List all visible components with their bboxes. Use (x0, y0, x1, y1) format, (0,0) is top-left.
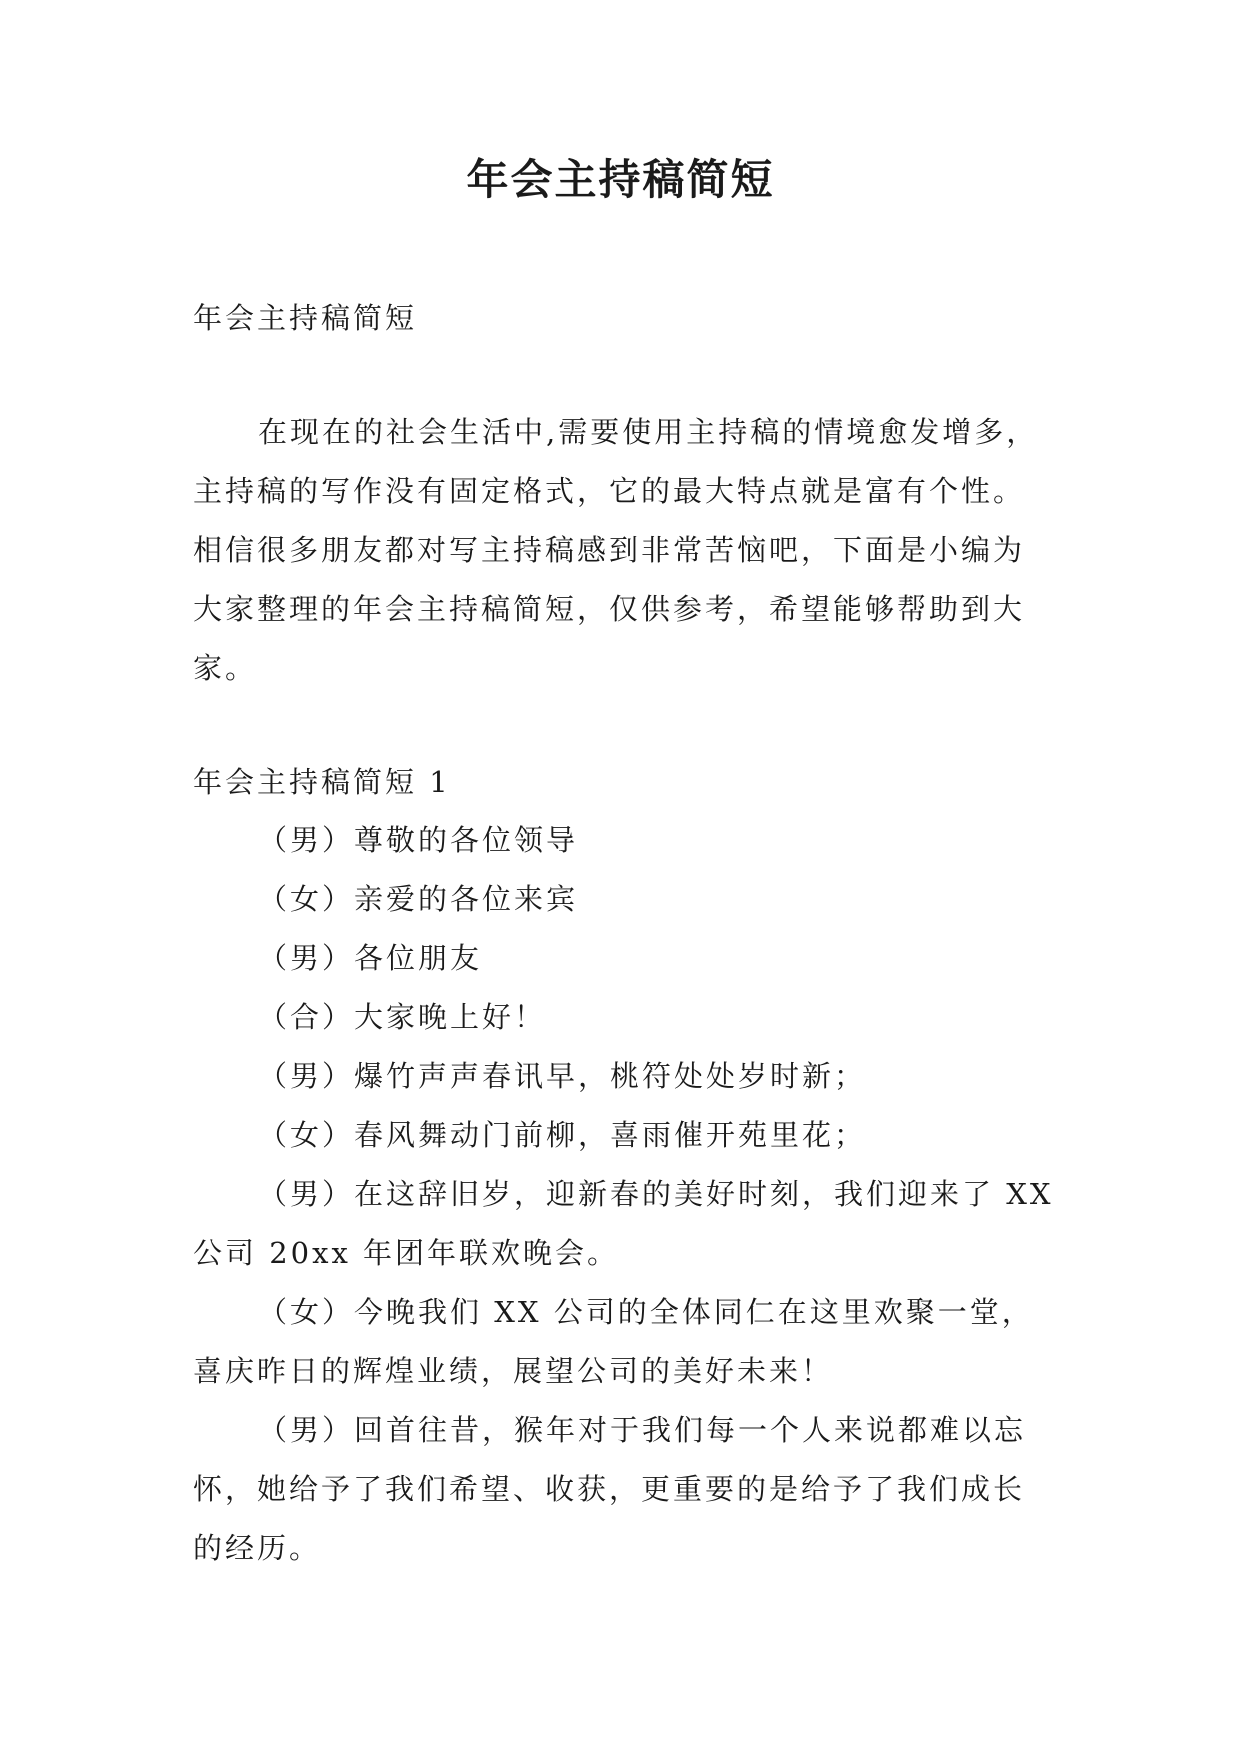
script-line: （合）大家晚上好！ (258, 1000, 547, 1034)
script-line: 公司 20xx 年团年联欢晚会。 (193, 1236, 620, 1270)
intro-line: 相信很多朋友都对写主持稿感到非常苦恼吧，下面是小编为 (193, 533, 1026, 567)
script-line: （男）尊敬的各位领导 (258, 823, 579, 857)
script-line: （女）今晚我们 XX 公司的全体同仁在这里欢聚一堂， (258, 1295, 1034, 1329)
script-line: （男）爆竹声声春讯早，桃符处处岁时新； (258, 1059, 867, 1093)
script-line: （女）春风舞动门前柳，喜雨催开苑里花； (258, 1118, 867, 1152)
intro-line: 在现在的社会生活中,需要使用主持稿的情境愈发增多， (258, 415, 1039, 449)
intro-line: 家。 (193, 651, 258, 685)
document-subtitle: 年会主持稿简短 (193, 301, 418, 335)
script-line: （女）亲爱的各位来宾 (258, 882, 579, 916)
section-heading: 年会主持稿简短 1 (193, 765, 451, 799)
script-line: 的经历。 (193, 1531, 322, 1565)
document-title: 年会主持稿简短 (466, 155, 775, 204)
script-line: 喜庆昨日的辉煌业绩，展望公司的美好未来！ (193, 1354, 834, 1388)
script-line: （男）各位朋友 (258, 941, 483, 975)
script-line: 怀，她给予了我们希望、收获，更重要的是给予了我们成长 (193, 1472, 1026, 1506)
script-line: （男）回首往昔，猴年对于我们每一个人来说都难以忘 (258, 1413, 1027, 1447)
intro-line: 大家整理的年会主持稿简短，仅供参考，希望能够帮助到大 (193, 592, 1026, 626)
intro-line: 主持稿的写作没有固定格式，它的最大特点就是富有个性。 (193, 474, 1026, 508)
script-line: （男）在这辞旧岁，迎新春的美好时刻，我们迎来了 XX (258, 1177, 1054, 1211)
